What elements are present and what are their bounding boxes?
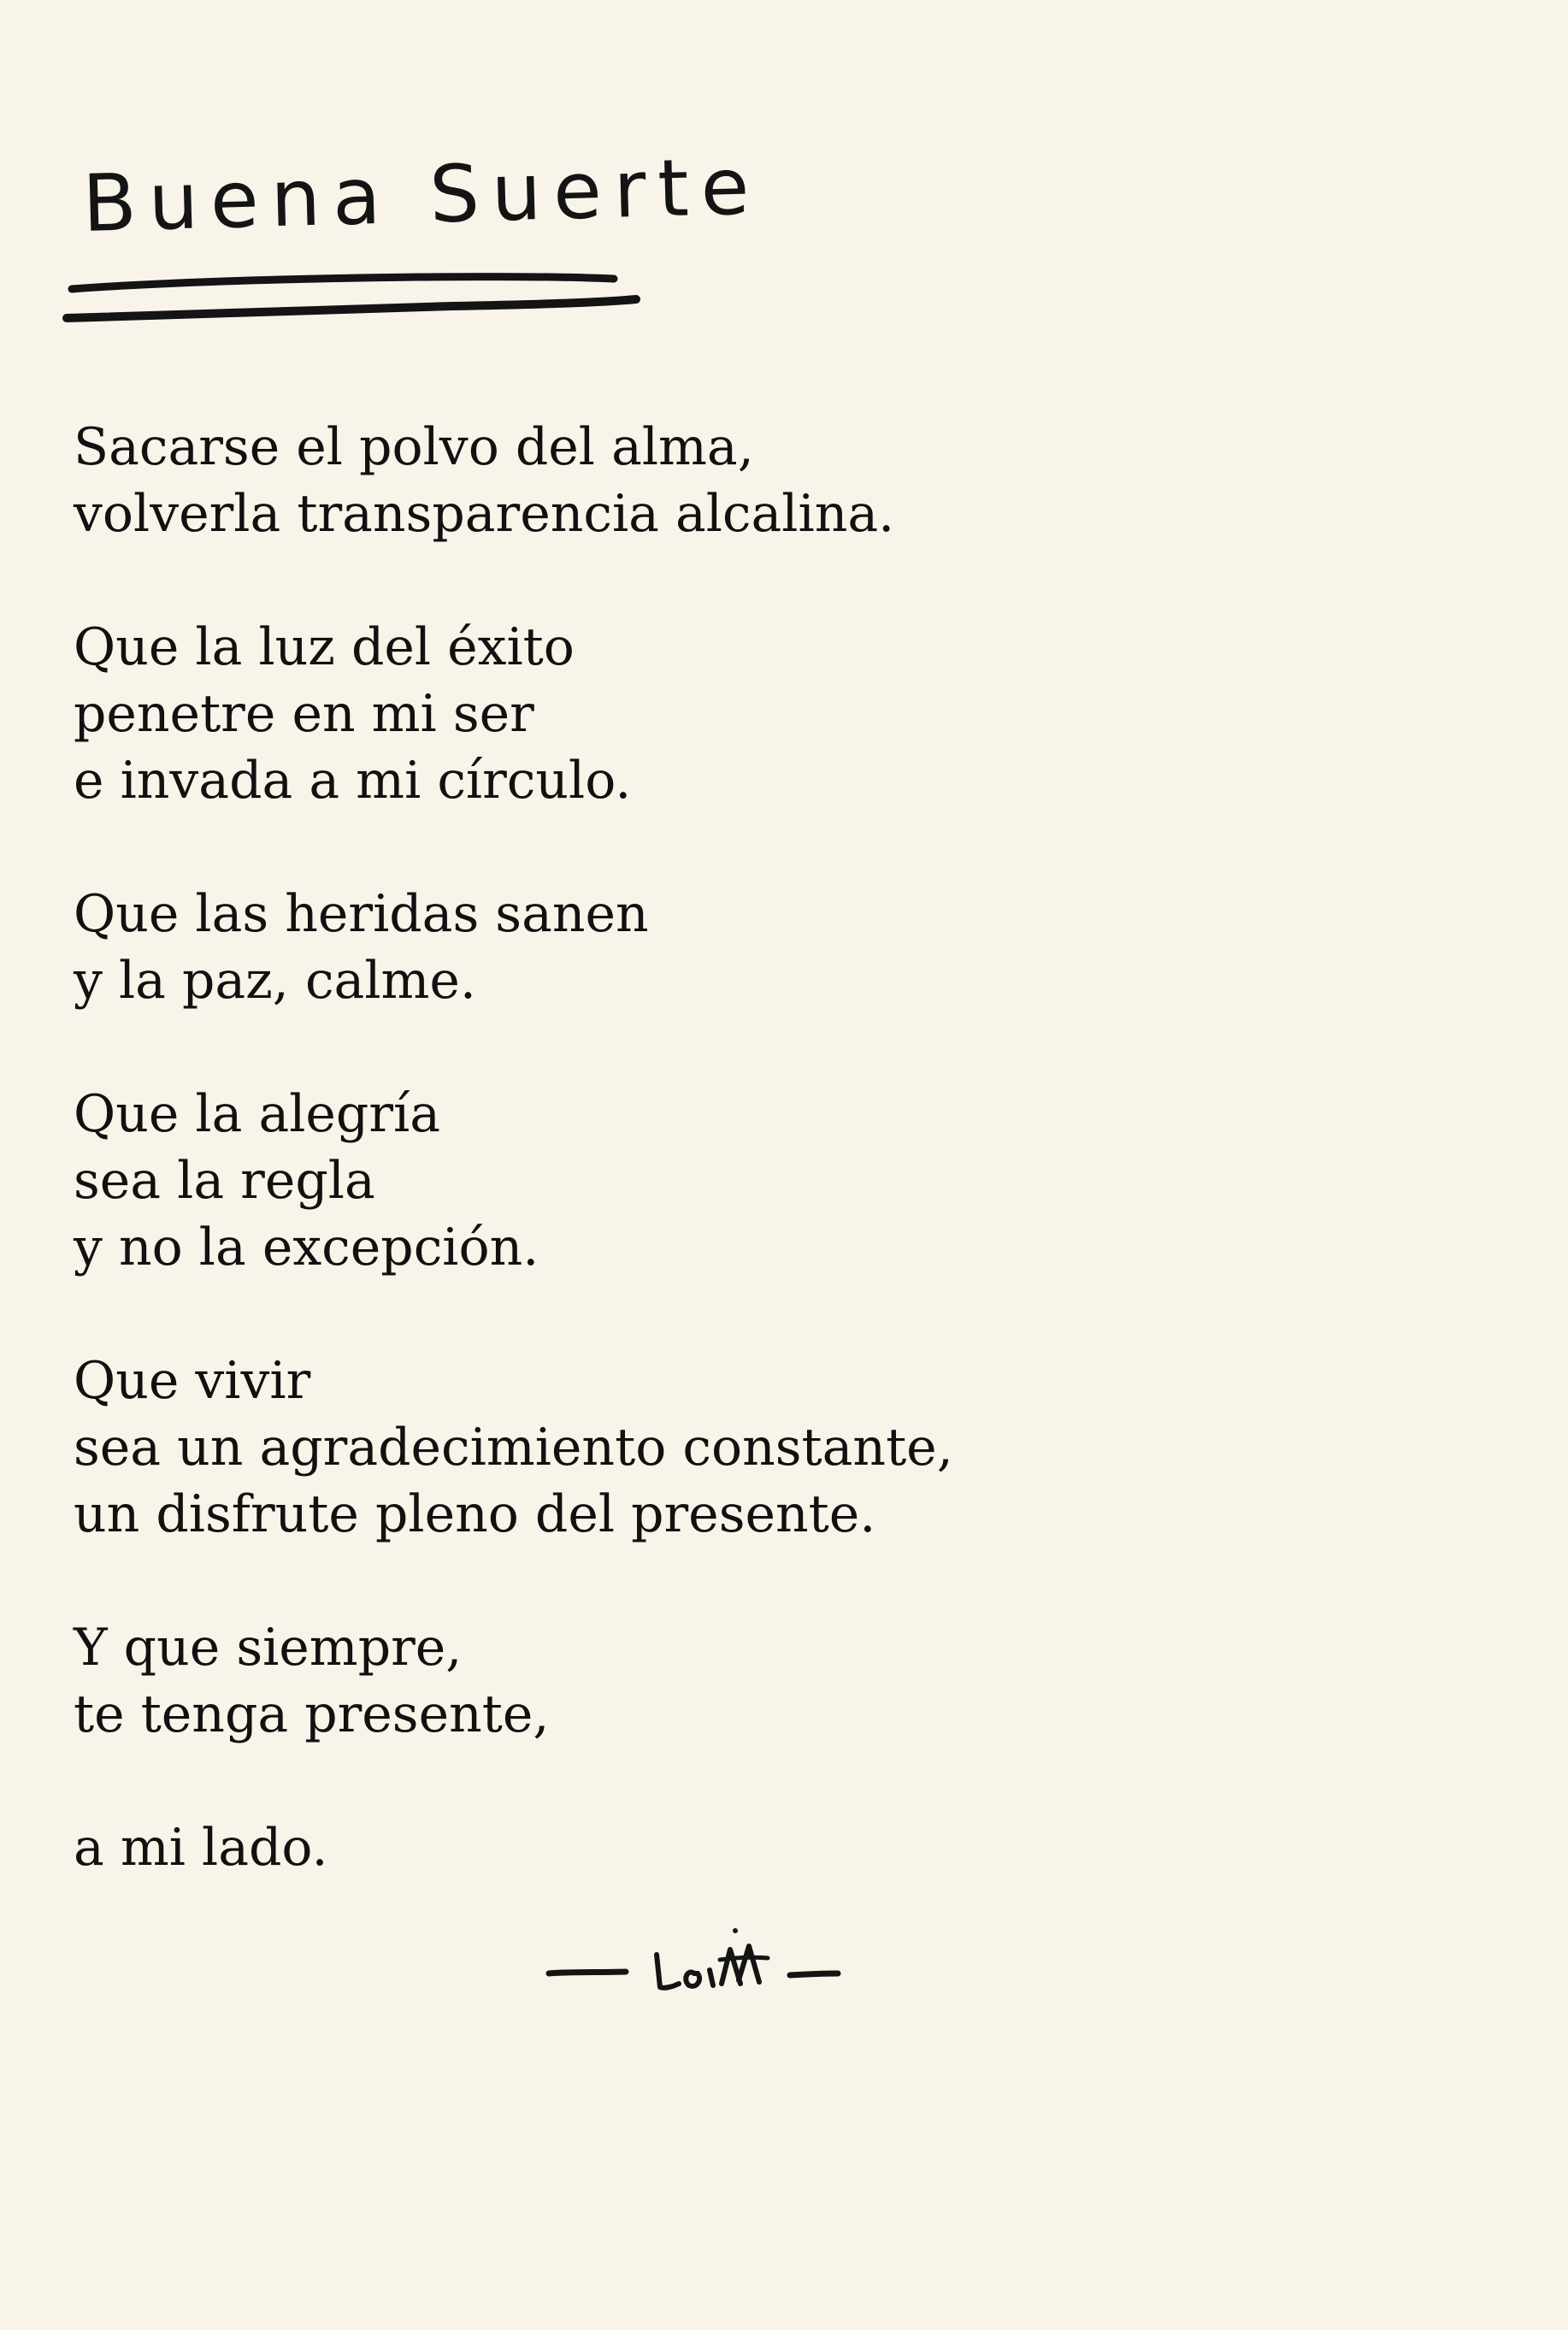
stanza	[74, 1081, 1270, 1281]
poem-line: Que las heridas sanen	[74, 884, 649, 944]
stanza	[74, 1348, 1270, 1548]
stanza	[74, 1814, 1270, 1881]
poem-line: volverla transparencia alcalina.	[74, 484, 895, 544]
poem-line: e invada a mi círculo.	[74, 751, 632, 811]
poem-line: Que vivir	[74, 1351, 311, 1411]
stanza	[74, 414, 1270, 547]
poem-line: te tenga presente,	[74, 1684, 550, 1744]
poem-line: sea un agradecimiento constante,	[74, 1418, 953, 1478]
poem-line: Que la alegría	[74, 1084, 440, 1144]
poem-line: Y que siempre,	[74, 1618, 463, 1678]
poem-line: a mi lado.	[74, 1818, 328, 1878]
poem-line: Que la luz del éxito	[74, 617, 575, 677]
stanza	[74, 1614, 1270, 1748]
page-title: Buena Suerte	[81, 140, 763, 250]
poem-line: sea la regla	[74, 1151, 375, 1211]
poem-line: y no la excepción.	[74, 1218, 539, 1277]
poem-line: penetre en mi ser	[74, 684, 534, 744]
poem-line: Sacarse el polvo del alma,	[74, 417, 754, 477]
stanza	[74, 881, 1270, 1014]
handwritten-signature	[544, 1912, 877, 2014]
poem-line: un disfrute pleno del presente.	[74, 1484, 876, 1544]
poem-line: y la paz, calme.	[74, 951, 476, 1011]
stanza	[74, 614, 1270, 814]
title-underline	[60, 265, 658, 342]
handwritten-title	[60, 140, 763, 355]
poem-body	[74, 414, 1270, 1948]
